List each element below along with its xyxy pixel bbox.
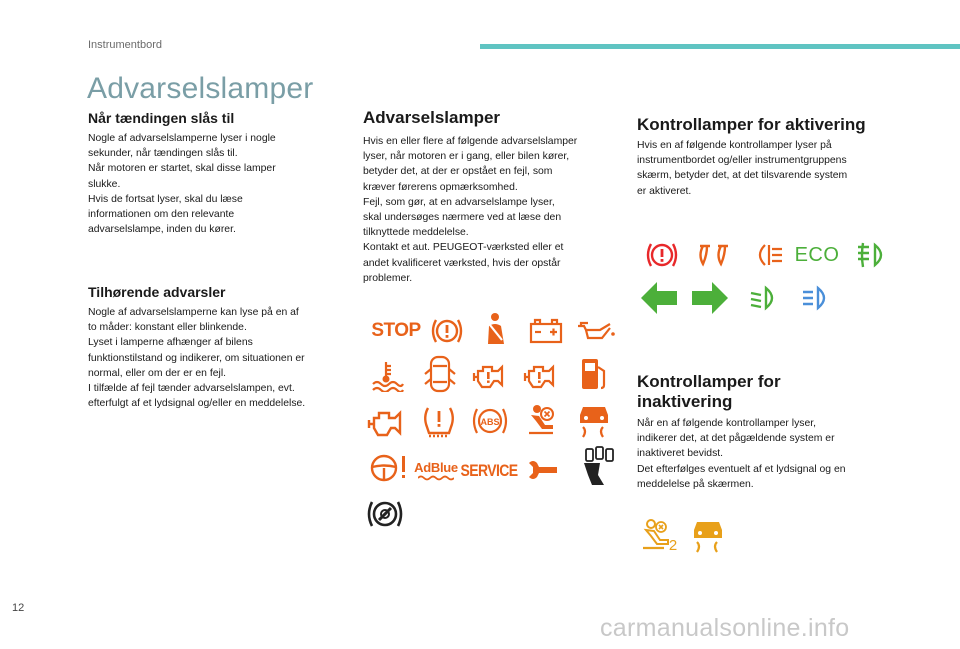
tyre-pressure-icon: [419, 403, 459, 439]
dipped-beam-icon: [745, 280, 785, 316]
text-ignition: Nogle af advarselslamperne lyser i nogle sekunder, når tændingen slås til. Når motoren er startet, skal disse lamper slukke. Hvis de fortsat lyser, skal du læse informationen om den relevante advarselslampe, inden du kører.: [88, 133, 276, 236]
page-title: Advarselslamper: [87, 72, 314, 105]
wrench-icon: [523, 452, 563, 488]
seatbelt-icon: [475, 311, 515, 347]
airbag-deactivated-number: 2: [668, 537, 678, 554]
airbag-deactivated-icon: [640, 518, 680, 554]
engine-autodiagnosis-icon: [470, 358, 510, 394]
heading-associated-warnings: Tilhørende advarsler: [88, 284, 226, 300]
heading-activation-lamps: Kontrollamper for aktivering: [637, 115, 866, 134]
section-label: Instrumentbord: [88, 39, 162, 51]
foot-on-brake-icon: [578, 448, 618, 484]
coolant-temperature-icon: [368, 358, 408, 394]
abs-icon: [470, 403, 510, 439]
front-fog-light-icon: [852, 237, 892, 273]
watermark: carmanualsonline.info: [600, 614, 850, 642]
text-associated-warnings: Nogle af advarselslamperne kan lyse på en af to måder: konstant eller blinkende. Lyset i lamperne afhænger af bilens funktionstilstand og indikerer, om situationen er normal, eller om der er en fejl. I tilfælde af fejl tænder advarselslampen, evt. efterfulgt af et lydsignal og/eller en meddelelse.: [88, 307, 306, 410]
preheating-icon: [694, 237, 734, 273]
airbag-icon: [521, 403, 561, 439]
service-icon: SERVICE: [460, 460, 518, 480]
text-warning-lamps: Hvis en eller flere af følgende advarselslamper lyser, når motoren er i gang, eller bilen kører, betyder det, at der er opstået en fejl, som kræver førerens opmærksomhed. Fejl, som gør, at en advarselslampe lyser, skal undersøges nærmere ved at læse den tilknyttede meddelelse. Kontakt et aut. PEUGEOT-værksted eller et andet kvalificeret værksted, hvis der opstår problemer.: [363, 136, 578, 284]
fuel-level-icon: [574, 356, 614, 392]
rear-fog-light-icon: [748, 237, 788, 273]
oil-pressure-icon: [576, 313, 616, 349]
right-turn-signal-icon: [690, 280, 730, 316]
left-turn-signal-icon: [639, 280, 679, 316]
heading-ignition: Når tændingen slås til: [88, 110, 235, 126]
text-activation-lamps: Hvis en af følgende kontrollamper lyser på instrumentbordet og/eller instrumentgruppens skærm, betyder det, at det tilsvarende system er aktiveret.: [637, 140, 848, 197]
adblue-icon: AdBlue: [413, 452, 459, 488]
battery-icon: [526, 313, 566, 349]
eco-icon: ECO: [794, 243, 840, 266]
warning-stop-red-icon: [642, 237, 682, 273]
power-steering-icon: [368, 450, 408, 486]
engine-fault-icon: [521, 358, 561, 394]
abs-icon-label: ABS: [480, 417, 500, 427]
general-warning-icon: [427, 313, 467, 349]
text-deactivation-lamps: Når en af følgende kontrollamper lyser, indikerer det, at det pågældende system er inaktiveret bevidst. Det efterfølges eventuelt af et lydsignal og en meddelelse på skærmen.: [637, 418, 846, 490]
door-open-icon: [420, 356, 460, 392]
main-beam-icon: [797, 280, 837, 316]
page-number: 12: [12, 602, 25, 614]
engine-fault-serious-icon: [366, 405, 406, 441]
stop-icon: STOP: [371, 320, 421, 341]
section-accent-bar: [480, 44, 960, 49]
esc-icon: [574, 403, 614, 439]
esc-deactivated-icon: [688, 518, 728, 554]
heading-warning-lamps: Advarselslamper: [363, 108, 501, 127]
heading-deactivation-lamps: Kontrollamper for inaktivering: [637, 372, 781, 411]
electric-parking-brake-icon: [365, 496, 405, 532]
